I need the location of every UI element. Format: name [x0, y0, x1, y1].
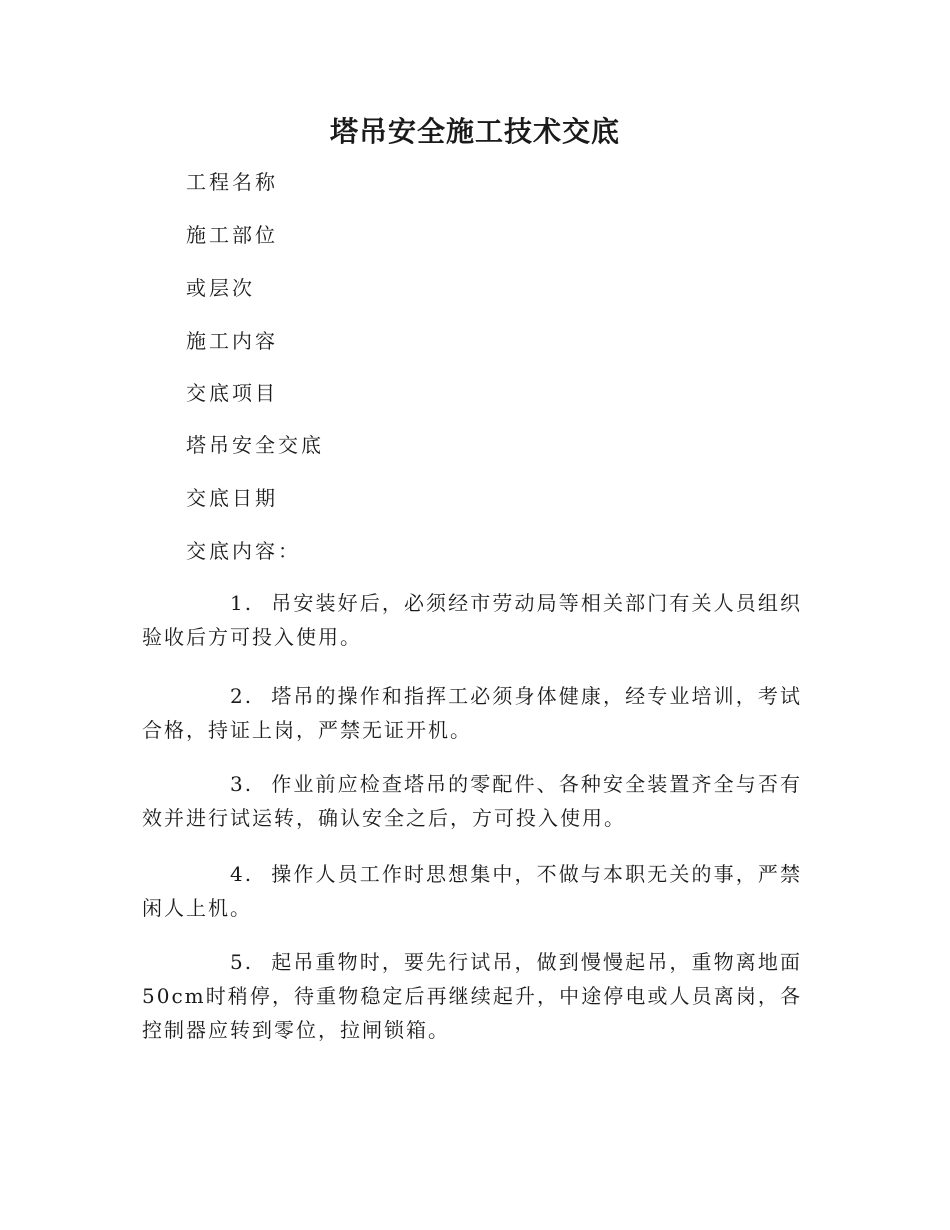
item-text: 操作人员工作时思想集中，不做与本职无关的事，严禁闲人上机。	[142, 862, 802, 920]
item-number: 1.	[230, 591, 254, 615]
list-item	[142, 679, 802, 747]
field-briefing-item-value: 塔吊安全交底	[186, 433, 324, 457]
field-construction-area: 施工部位	[186, 223, 278, 247]
list-item	[142, 586, 802, 654]
item-number: 4.	[230, 862, 254, 886]
item-number: 3.	[230, 772, 254, 796]
item-text: 起吊重物时，要先行试吊，做到慢慢起吊，重物离地面50cm时稍停，待重物稳定后再继续起升，中途停电或人员离岗，各控制器应转到零位，拉闸锁箱。	[142, 950, 802, 1042]
list-item	[142, 945, 802, 1047]
document-title: 塔吊安全施工技术交底	[329, 115, 620, 148]
field-briefing-item: 交底项目	[186, 381, 278, 405]
field-construction-content: 施工内容	[186, 329, 278, 353]
field-briefing-date: 交底日期	[186, 486, 278, 510]
field-briefing-content: 交底内容：	[186, 539, 301, 563]
item-text: 吊安装好后，必须经市劳动局等相关部门有关人员组织验收后方可投入使用。	[142, 591, 802, 649]
field-project-name: 工程名称	[186, 170, 278, 194]
item-text: 塔吊的操作和指挥工必须身体健康，经专业培训，考试合格，持证上岗，严禁无证开机。	[142, 684, 802, 742]
item-text: 作业前应检查塔吊的零配件、各种安全装置齐全与否有效并进行试运转，确认安全之后，方可投入使用。	[142, 772, 802, 830]
list-item	[142, 857, 802, 925]
list-item	[142, 767, 802, 835]
field-level: 或层次	[186, 276, 255, 300]
item-number: 5.	[230, 950, 254, 974]
item-number: 2.	[230, 684, 254, 708]
